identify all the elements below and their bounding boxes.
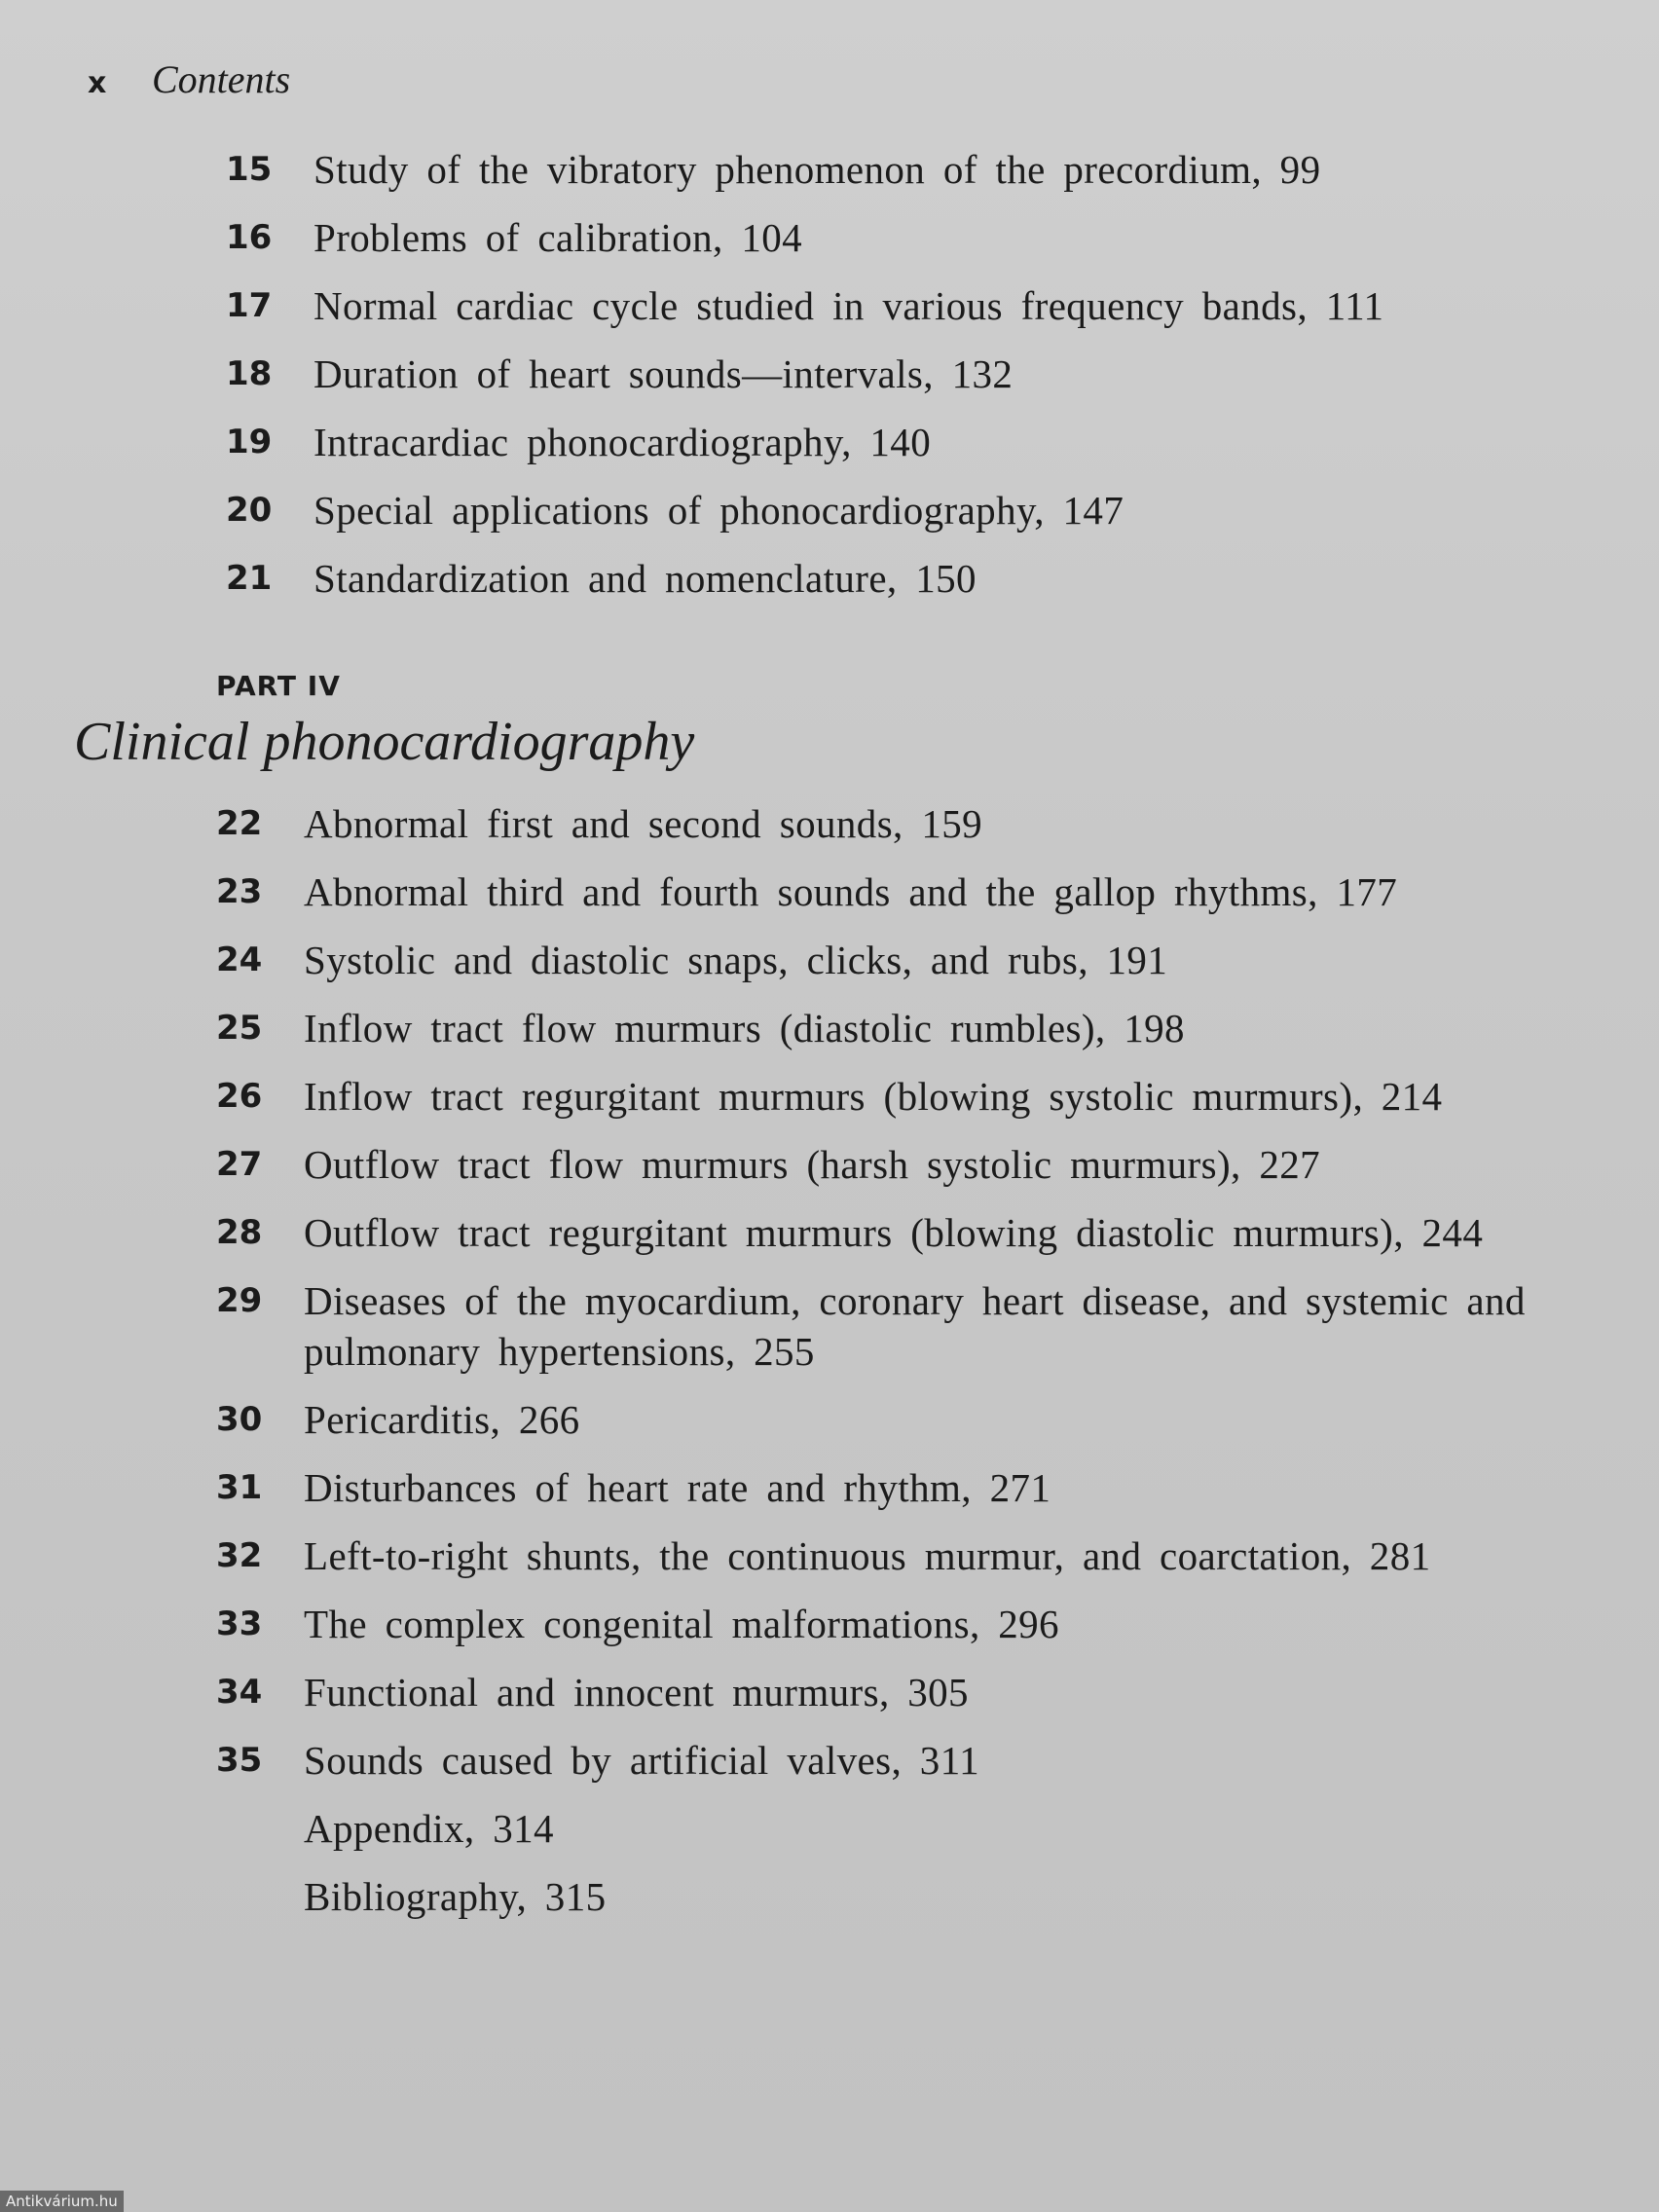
toc-entry[interactable] xyxy=(216,1599,1659,1649)
toc-entry[interactable] xyxy=(216,1139,1659,1190)
appendix-title: Appendix, 314 xyxy=(304,1806,554,1851)
toc-entry-bibliography[interactable] xyxy=(216,1871,1659,1922)
bibliography-title: Bibliography, 315 xyxy=(304,1874,607,1919)
toc-entry[interactable] xyxy=(216,1667,1659,1717)
chapter-number: 26 xyxy=(216,1077,263,1116)
chapter-title: Disturbances of heart rate and rhythm, 271 xyxy=(304,1465,1051,1510)
chapter-title: Sounds caused by artificial valves, 311 xyxy=(304,1738,979,1783)
chapter-number: 25 xyxy=(216,1009,263,1048)
chapter-number: 32 xyxy=(216,1536,263,1575)
chapter-number: 16 xyxy=(226,218,273,257)
toc-entry[interactable] xyxy=(216,1462,1659,1513)
chapter-title: Problems of calibration, 104 xyxy=(313,215,803,260)
chapter-title: Abnormal first and second sounds, 159 xyxy=(304,801,983,846)
chapter-number: 29 xyxy=(216,1281,263,1320)
toc-entry[interactable] xyxy=(216,1530,1659,1581)
chapter-title: Outflow tract flow murmurs (harsh systolic murmurs), 227 xyxy=(304,1142,1321,1187)
toc-entry[interactable] xyxy=(226,485,1659,535)
toc-entry[interactable] xyxy=(216,1735,1659,1786)
chapter-title: Standardization and nomenclature, 150 xyxy=(313,556,977,601)
part-label: PART IV xyxy=(216,670,341,702)
chapter-number: 31 xyxy=(216,1468,263,1507)
toc-entry-appendix[interactable] xyxy=(216,1803,1659,1854)
toc-entry[interactable] xyxy=(216,866,1659,917)
toc-entry[interactable] xyxy=(226,417,1659,467)
chapter-number: 30 xyxy=(216,1400,263,1439)
chapter-title: Diseases of the myocardium, coronary heart disease, and systemic and pulmonary hypertensions, 255 xyxy=(304,1278,1526,1374)
chapter-number: 22 xyxy=(216,804,263,843)
page-number: x xyxy=(88,66,107,100)
toc-entry[interactable] xyxy=(216,935,1659,985)
chapter-title: Study of the vibratory phenomenon of the precordium, 99 xyxy=(313,147,1321,192)
chapter-number: 19 xyxy=(226,423,273,461)
chapter-number: 23 xyxy=(216,872,263,911)
chapter-number: 34 xyxy=(216,1673,263,1712)
chapter-title: Pericarditis, 266 xyxy=(304,1397,580,1442)
chapter-number: 15 xyxy=(226,150,273,189)
chapter-number: 35 xyxy=(216,1741,263,1780)
chapter-title: Inflow tract regurgitant murmurs (blowing systolic murmurs), 214 xyxy=(304,1074,1443,1119)
chapter-title: Special applications of phonocardiography, 147 xyxy=(313,488,1124,533)
chapter-number: 18 xyxy=(226,354,273,393)
toc-entry[interactable] xyxy=(216,1394,1659,1445)
page-header xyxy=(88,56,290,111)
chapter-number: 20 xyxy=(226,491,273,530)
toc-entry[interactable] xyxy=(216,1071,1659,1122)
running-title: Contents xyxy=(152,57,291,101)
chapter-number: 33 xyxy=(216,1604,263,1643)
toc-entry[interactable] xyxy=(226,144,1659,195)
chapter-title: Systolic and diastolic snaps, clicks, and rubs, 191 xyxy=(304,938,1168,982)
chapter-number: 28 xyxy=(216,1213,263,1252)
chapter-number: 17 xyxy=(226,286,273,325)
toc-entry[interactable] xyxy=(216,1207,1659,1258)
chapter-number: 21 xyxy=(226,559,273,598)
chapter-title: Functional and innocent murmurs, 305 xyxy=(304,1670,969,1714)
chapter-title: Duration of heart sounds—intervals, 132 xyxy=(313,351,1014,396)
toc-entry[interactable] xyxy=(226,212,1659,263)
toc-section-part-iv xyxy=(216,798,1659,1939)
chapter-title: The complex congenital malformations, 296 xyxy=(304,1602,1059,1646)
chapter-number: 27 xyxy=(216,1145,263,1184)
toc-entry[interactable] xyxy=(226,280,1659,331)
toc-entry[interactable] xyxy=(226,349,1659,399)
toc-entry[interactable] xyxy=(216,1003,1659,1053)
chapter-title: Inflow tract flow murmurs (diastolic rumbles), 198 xyxy=(304,1006,1185,1051)
toc-entry[interactable] xyxy=(226,553,1659,604)
part-title: Clinical phonocardiography xyxy=(74,712,695,772)
chapter-title: Left-to-right shunts, the continuous murmur, and coarctation, 281 xyxy=(304,1533,1431,1578)
toc-entry[interactable] xyxy=(216,798,1659,849)
chapter-title: Outflow tract regurgitant murmurs (blowing diastolic murmurs), 244 xyxy=(304,1210,1484,1255)
site-watermark: Antikvárium.hu xyxy=(0,2191,124,2212)
chapter-number: 24 xyxy=(216,940,263,979)
chapter-title: Intracardiac phonocardiography, 140 xyxy=(313,420,932,464)
chapter-title: Normal cardiac cycle studied in various frequency bands, 111 xyxy=(313,283,1384,328)
chapter-title: Abnormal third and fourth sounds and the gallop rhythms, 177 xyxy=(304,869,1398,914)
toc-entry[interactable] xyxy=(216,1275,1659,1377)
toc-section-part-iii xyxy=(226,144,1659,621)
